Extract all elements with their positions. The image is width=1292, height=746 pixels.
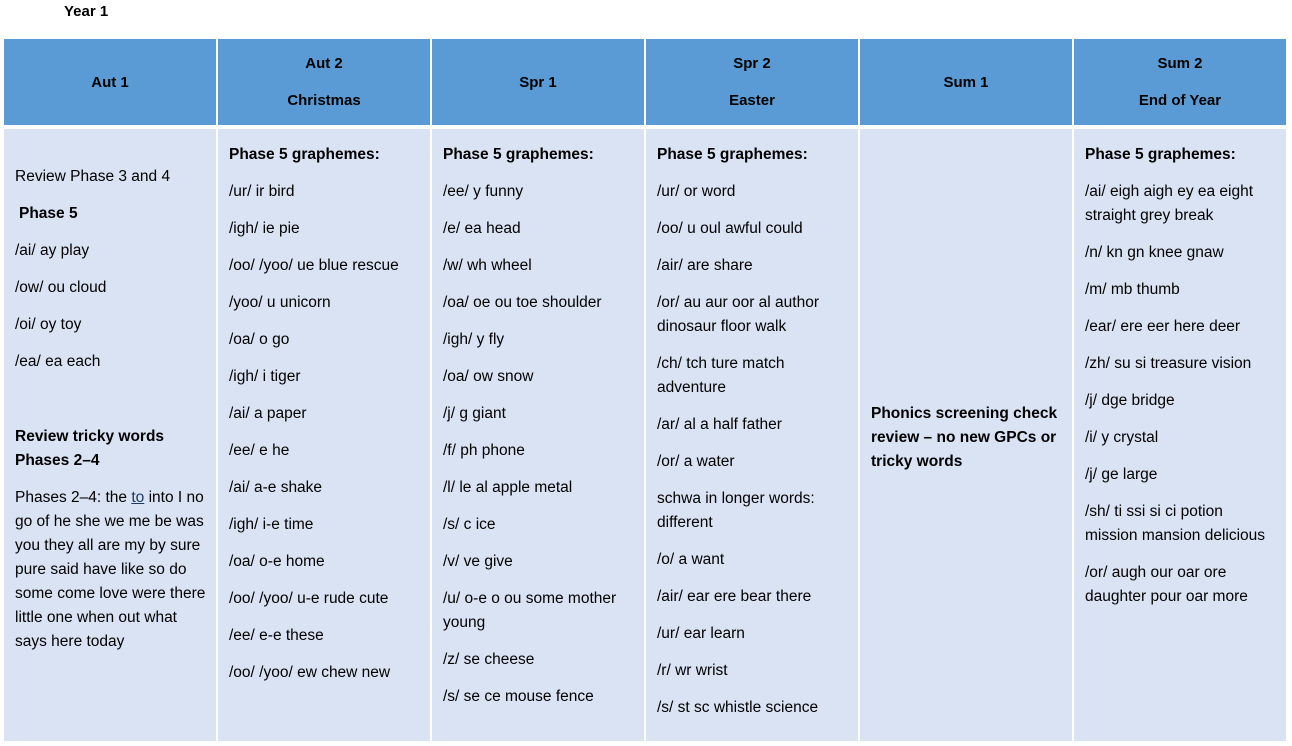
list-item: /ur/ ear learn (657, 625, 745, 642)
phonics-plan-table (2, 37, 1288, 743)
list-item: /oa/ o-e home (229, 553, 325, 570)
content-row (4, 129, 1286, 741)
column-heading: Phase 5 graphemes: (229, 146, 380, 163)
header-spr2-sub: Easter (729, 92, 775, 109)
header-spr2 (646, 39, 858, 125)
list-item: /oa/ ow snow (443, 368, 534, 385)
tricky-link[interactable]: to (131, 489, 145, 506)
list-item: /ear/ ere eer here deer (1085, 318, 1241, 335)
header-aut1 (4, 39, 216, 125)
list-item: /or/ augh our oar ore daughter pour oar more (1085, 564, 1248, 605)
list-item: /air/ are share (657, 257, 753, 274)
list-item: /ai/ a-e shake (229, 479, 323, 496)
list-item: /ch/ tch ture match adventure (657, 355, 785, 396)
phase5-label: Phase 5 (19, 205, 78, 222)
header-sum2-label: Sum 2 (1157, 55, 1203, 72)
header-row (4, 39, 1286, 125)
list-item: /e/ ea head (443, 220, 521, 237)
list-item: /m/ mb thumb (1085, 281, 1180, 298)
column-heading: Phase 5 graphemes: (443, 146, 594, 163)
list-item: /igh/ y fly (443, 331, 505, 348)
list-item: /ow/ ou cloud (15, 279, 107, 296)
list-item: /igh/ ie pie (229, 220, 300, 237)
list-item: /ee/ y funny (443, 183, 524, 200)
header-aut2 (218, 39, 430, 125)
column-heading: Phase 5 graphemes: (1085, 146, 1236, 163)
header-sum1-label: Sum 1 (943, 73, 989, 91)
list-item: schwa in longer words: different (657, 490, 815, 531)
list-item: /sh/ ti ssi si ci potion mission mansion delicious (1085, 503, 1266, 544)
header-spr1 (432, 39, 644, 125)
header-aut2-label: Aut 2 (305, 55, 343, 72)
list-item: /s/ c ice (443, 516, 496, 533)
list-item: /oi/ oy toy (15, 316, 82, 333)
review-phase-text: Review Phase 3 and 4 (15, 168, 171, 185)
year-title: Year 1 (64, 3, 109, 20)
list-item: /n/ kn gn knee gnaw (1085, 244, 1224, 261)
list-item: /oa/ o go (229, 331, 290, 348)
header-spr1-label: Spr 1 (519, 73, 557, 91)
list-item: /ar/ al a half father (657, 416, 782, 433)
header-sum2 (1074, 39, 1286, 125)
list-item: /oo/ /yoo/ ue blue rescue (229, 257, 399, 274)
list-item: /u/ o-e o ou some mother young (443, 590, 617, 631)
tricky-words-heading: Review tricky words Phases 2–4 (15, 428, 165, 469)
list-item: /s/ st sc whistle science (657, 699, 819, 716)
list-item: /oa/ oe ou toe shoulder (443, 294, 602, 311)
list-item: /w/ wh wheel (443, 257, 532, 274)
list-item: /ee/ e he (229, 442, 290, 459)
list-item: /ee/ e-e these (229, 627, 324, 644)
cell-spr2 (646, 129, 858, 741)
list-item: /j/ g giant (443, 405, 506, 422)
list-item: /ai/ eigh aigh ey ea eight straight grey break (1085, 183, 1254, 224)
cell-aut1 (4, 129, 216, 741)
header-sum1 (860, 39, 1072, 125)
list-item: /oo/ u oul awful could (657, 220, 803, 237)
header-aut2-sub: Christmas (287, 92, 361, 109)
header-sum2-sub: End of Year (1138, 92, 1222, 109)
list-item: /ur/ ir bird (229, 183, 295, 200)
cell-sum2 (1074, 129, 1286, 741)
list-item: /o/ a want (657, 551, 725, 568)
cell-spr1 (432, 129, 644, 741)
cell-aut2 (218, 129, 430, 741)
list-item: /l/ le al apple metal (443, 479, 573, 496)
list-item: /air/ ear ere bear there (657, 588, 812, 605)
list-item: /i/ y crystal (1085, 429, 1159, 446)
list-item: /igh/ i tiger (229, 368, 301, 385)
list-item: /oo/ /yoo/ u-e rude cute (229, 590, 389, 607)
list-item: /s/ se ce mouse fence (443, 688, 594, 705)
list-item: /j/ dge bridge (1085, 392, 1175, 409)
list-item: /or/ au aur oor al author dinosaur floor walk (657, 294, 819, 335)
list-item: /r/ wr wrist (657, 662, 728, 679)
list-item: /ai/ ay play (15, 242, 90, 259)
list-item: /yoo/ u unicorn (229, 294, 331, 311)
list-item: /ea/ ea each (15, 353, 101, 370)
list-item: /ur/ or word (657, 183, 736, 200)
screening-check-text: Phonics screening check review – no new GPCs or tricky words (871, 405, 1058, 470)
column-heading: Phase 5 graphemes: (657, 146, 808, 163)
list-item: /z/ se cheese (443, 651, 535, 668)
header-spr2-label: Spr 2 (733, 55, 771, 72)
list-item: /igh/ i-e time (229, 516, 314, 533)
header-aut1-label: Aut 1 (91, 73, 129, 91)
tricky-text-rest: into I no go of he she we me be was you they all are my by sure pure said have like so do some come love were there little one when out what says here today (15, 489, 206, 650)
list-item: /f/ ph phone (443, 442, 525, 459)
tricky-words-text (15, 486, 206, 654)
cell-sum1 (860, 129, 1072, 741)
list-item: /ai/ a paper (229, 405, 307, 422)
list-item: /zh/ su si treasure vision (1085, 355, 1252, 372)
list-item: /oo/ /yoo/ ew chew new (229, 664, 391, 681)
list-item: /v/ ve give (443, 553, 513, 570)
list-item: /j/ ge large (1085, 466, 1158, 483)
list-item: /or/ a water (657, 453, 735, 470)
tricky-text-start: Phases 2–4: the (15, 489, 132, 506)
